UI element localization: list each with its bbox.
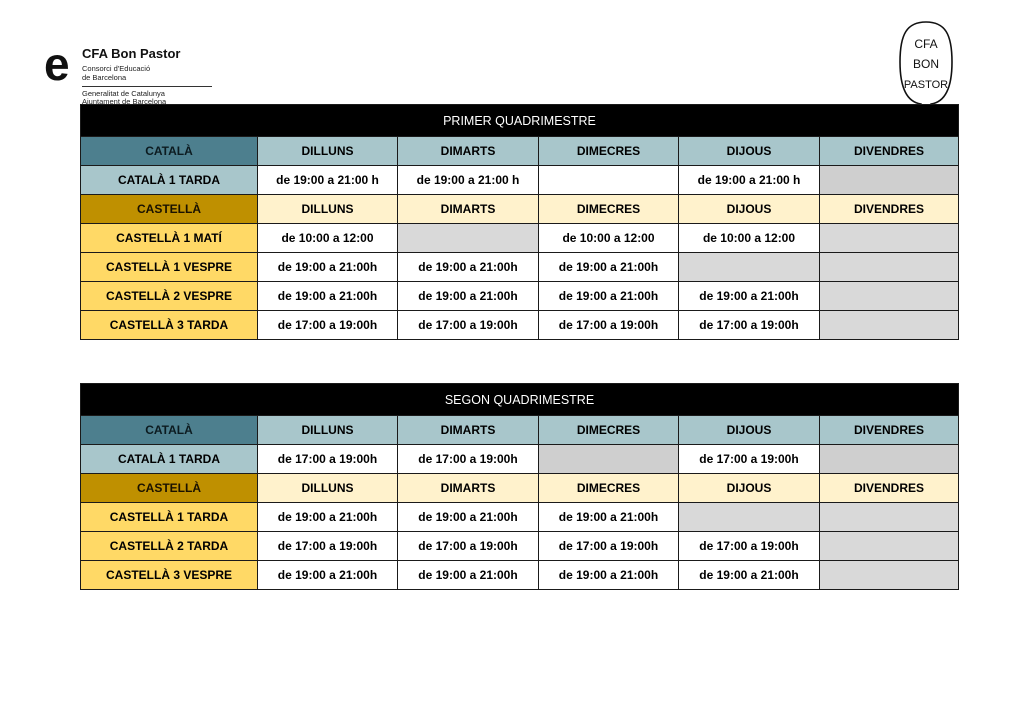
table-row [81,532,959,561]
time-slot: de 19:00 a 21:00h [258,282,398,311]
segon-quadrimestre-table [80,383,959,590]
day-header: DILLUNS [258,416,398,445]
logo-e-icon: e [44,38,70,90]
time-slot [820,311,959,340]
logo-subtitle: Consorci d'Educació [82,64,151,73]
day-header: DIMARTS [398,137,539,166]
logo-subtitle: de Barcelona [82,73,127,82]
time-slot: de 17:00 a 19:00h [258,311,398,340]
table-row [81,503,959,532]
svg-text:BON: BON [912,57,940,71]
day-header: DIMECRES [539,416,679,445]
time-slot [398,224,539,253]
time-slot [679,253,820,282]
table-title: PRIMER QUADRIMESTRE [81,105,959,137]
day-header: DIMARTS [398,416,539,445]
time-slot: de 19:00 a 21:00h [398,503,539,532]
course-name: CASTELLÀ 1 MATÍ [81,224,258,253]
day-header: DIMECRES [539,195,679,224]
castella-header: CASTELLÀ [81,195,258,224]
castella-header: CASTELLÀ [81,474,258,503]
time-slot: de 19:00 a 21:00 h [679,166,820,195]
time-slot: de 10:00 a 12:00 [679,224,820,253]
time-slot [820,503,959,532]
logo-subtitle: Generalitat de Catalunya [82,89,165,98]
cfa-logo [44,38,194,106]
time-slot [820,282,959,311]
table-row [81,282,959,311]
day-header: DILLUNS [258,137,398,166]
logo-divider [82,86,212,87]
time-slot [820,253,959,282]
table-row [81,445,959,474]
time-slot: de 19:00 a 21:00h [539,253,679,282]
time-slot [820,532,959,561]
time-slot: de 17:00 a 19:00h [398,445,539,474]
logo-title: CFA Bon Pastor [82,46,181,61]
time-slot: de 19:00 a 21:00 h [398,166,539,195]
day-header: DIVENDRES [820,474,959,503]
course-name: CASTELLÀ 2 TARDA [81,532,258,561]
svg-text:PASTOR: PASTOR [903,79,949,91]
table-row [81,311,959,340]
time-slot: de 19:00 a 21:00h [539,503,679,532]
day-header: DIJOUS [679,416,820,445]
day-header: DILLUNS [258,474,398,503]
course-name: CASTELLÀ 1 TARDA [81,503,258,532]
time-slot: de 17:00 a 19:00h [539,311,679,340]
time-slot: de 17:00 a 19:00h [258,445,398,474]
day-header: DIJOUS [679,195,820,224]
day-header: DIJOUS [679,474,820,503]
time-slot: de 10:00 a 12:00 [258,224,398,253]
time-slot [820,224,959,253]
day-header: DIJOUS [679,137,820,166]
time-slot: de 17:00 a 19:00h [539,532,679,561]
table-row [81,166,959,195]
course-name: CASTELLÀ 3 VESPRE [81,561,258,590]
course-name: CASTELLÀ 1 VESPRE [81,253,258,282]
time-slot [820,561,959,590]
day-header: DIMECRES [539,474,679,503]
time-slot: de 19:00 a 21:00h [258,561,398,590]
time-slot: de 19:00 a 21:00h [679,561,820,590]
time-slot: de 17:00 a 19:00h [398,311,539,340]
primer-quadrimestre-table [80,104,959,340]
time-slot [679,503,820,532]
day-header: DIMECRES [539,137,679,166]
day-header: DIVENDRES [820,195,959,224]
time-slot: de 19:00 a 21:00h [398,282,539,311]
time-slot: de 17:00 a 19:00h [679,311,820,340]
day-header: DILLUNS [258,195,398,224]
course-name: CASTELLÀ 3 TARDA [81,311,258,340]
time-slot: de 17:00 a 19:00h [679,445,820,474]
table-row [81,224,959,253]
course-name: CATALÀ 1 TARDA [81,166,258,195]
time-slot: de 17:00 a 19:00h [398,532,539,561]
time-slot [539,445,679,474]
time-slot: de 19:00 a 21:00 h [258,166,398,195]
time-slot: de 19:00 a 21:00h [258,253,398,282]
time-slot [539,166,679,195]
time-slot: de 19:00 a 21:00h [398,561,539,590]
time-slot: de 19:00 a 21:00h [679,282,820,311]
day-header: DIMARTS [398,474,539,503]
table-row [81,561,959,590]
catala-header: CATALÀ [81,137,258,166]
time-slot: de 19:00 a 21:00h [539,561,679,590]
logo-subtitle: Ajuntament de Barcelona [82,98,167,105]
day-header: DIVENDRES [820,137,959,166]
day-header: DIVENDRES [820,416,959,445]
time-slot [820,445,959,474]
time-slot: de 19:00 a 21:00h [539,282,679,311]
time-slot [820,166,959,195]
time-slot: de 19:00 a 21:00h [398,253,539,282]
table-title: SEGON QUADRIMESTRE [81,384,959,416]
time-slot: de 19:00 a 21:00h [258,503,398,532]
catala-header: CATALÀ [81,416,258,445]
svg-text:CFA: CFA [914,37,938,51]
course-name: CASTELLÀ 2 VESPRE [81,282,258,311]
course-name: CATALÀ 1 TARDA [81,445,258,474]
time-slot: de 10:00 a 12:00 [539,224,679,253]
time-slot: de 17:00 a 19:00h [679,532,820,561]
day-header: DIMARTS [398,195,539,224]
time-slot: de 17:00 a 19:00h [258,532,398,561]
table-row [81,253,959,282]
